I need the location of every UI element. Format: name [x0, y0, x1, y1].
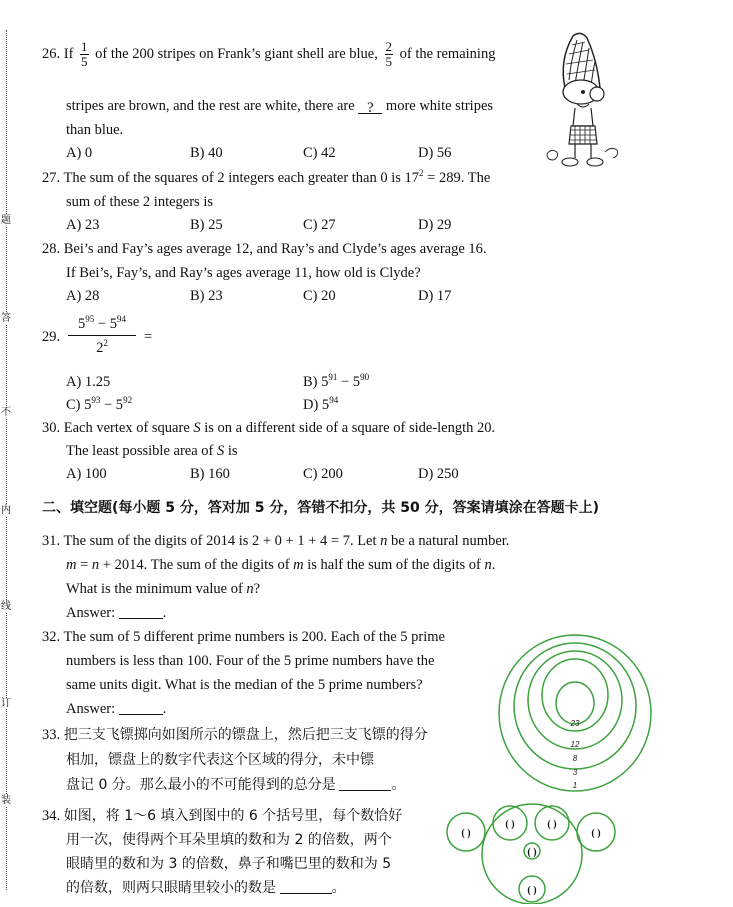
option-text: C) 5	[66, 397, 92, 413]
ring-23	[556, 682, 594, 724]
option-d	[303, 397, 338, 414]
q27-text: = 289. The	[423, 170, 491, 186]
q26-text: stripes are brown, and the rest are white, there are	[66, 98, 355, 114]
q32-line3: same units digit. What is the median of the 5 prime numbers?	[66, 677, 423, 693]
option-d: D) 250	[418, 466, 459, 482]
q26-tail: of the remaining	[399, 45, 496, 62]
q31-answer: Answer: .	[66, 605, 167, 621]
q30-text: is on a different side of a square of side-length 20.	[200, 420, 496, 436]
dartboard-diagram	[497, 633, 653, 793]
q31-text: is half the sum of the digits of	[303, 557, 485, 573]
option-d: D) 17	[418, 288, 452, 304]
option-a: A) 0	[66, 145, 93, 161]
variable: S	[193, 420, 201, 436]
question-number: 33.	[42, 727, 61, 743]
exponent: 94	[116, 314, 126, 324]
q30-line1	[42, 420, 495, 437]
question-number: 30.	[42, 420, 61, 436]
q28-line1	[42, 241, 487, 258]
option-a: A) 100	[66, 466, 107, 482]
mouth-paren: ( )	[527, 885, 537, 896]
question-number: 32.	[42, 629, 61, 645]
margin-char: 内	[1, 505, 11, 516]
q33-line1	[42, 724, 428, 744]
answer-blank[interactable]	[280, 880, 332, 894]
variable: n	[484, 557, 492, 573]
q31-text: be a natural number.	[387, 533, 510, 549]
option-text: − 5	[100, 397, 124, 413]
variable: m	[66, 557, 77, 573]
q33-line3	[66, 774, 405, 794]
variable: n	[380, 533, 388, 549]
variable: m	[293, 557, 304, 573]
q28-text: Bei’s and Fay’s ages average 12, and Ray’s and Clyde’s ages average 16.	[63, 241, 487, 257]
exponent: 90	[360, 372, 370, 382]
equals-sign: =	[144, 329, 153, 345]
base: 2	[96, 340, 104, 356]
right-eye-paren: ( )	[547, 819, 557, 830]
q26-line1	[42, 40, 495, 69]
ring-3	[514, 643, 636, 769]
q29-numerator	[68, 316, 136, 336]
q26-line2	[66, 98, 493, 115]
exponent: 95	[85, 314, 95, 324]
option-c: C) 200	[303, 466, 343, 482]
q27-line1	[42, 170, 490, 187]
option-a: A) 23	[66, 217, 100, 233]
q34-line2: 用一次，使得两个耳朵里填的数和为 2 的倍数，两个	[66, 832, 392, 848]
q33-line2: 相加，镖盘上的数字代表这个区域的得分，未中镖	[66, 752, 374, 768]
q31-line2	[66, 557, 495, 574]
margin-char: 题	[1, 215, 11, 226]
score-label: 1	[572, 781, 578, 790]
q26-line3: than blue.	[66, 122, 124, 138]
q31-text: What is the minimum value of	[66, 581, 247, 597]
option-a: A) 1.25	[66, 374, 111, 390]
option-b	[303, 374, 369, 391]
option-c: C) 27	[303, 217, 336, 233]
option-a: A) 28	[66, 288, 100, 304]
left-ear-paren: ( )	[461, 828, 471, 839]
fraction-2-5	[385, 40, 394, 69]
q26-lead: If	[63, 45, 74, 62]
q31-text: The sum of the digits of 2014 is 2 + 0 + 1 + 4 = 7. Let	[63, 533, 381, 549]
base: 5	[78, 316, 86, 332]
numerator: 1	[81, 39, 88, 54]
option-b: B) 40	[190, 145, 223, 161]
q29-denominator	[68, 336, 136, 357]
margin-char: 不	[1, 407, 11, 418]
q31-text: =	[76, 557, 92, 573]
minus-sign: −	[94, 316, 110, 332]
exponent: 93	[91, 395, 101, 405]
margin-char: 装	[1, 795, 11, 806]
q32-answer: Answer: .	[66, 701, 167, 717]
period: 。	[331, 880, 346, 896]
question-number: 34.	[42, 808, 61, 824]
q34-line3: 眼睛里的数和为 3 的倍数，鼻子和嘴巴里的数和为 5	[66, 856, 392, 872]
numerator: 2	[385, 39, 392, 54]
right-ear-paren: ( )	[591, 828, 601, 839]
face-diagram	[446, 798, 618, 904]
q32-text: The sum of 5 different prime numbers is 200. Each of the 5 prime	[63, 629, 445, 645]
q32-line2: numbers is less than 100. Four of the 5 prime numbers have the	[66, 653, 435, 669]
answer-label: Answer:	[66, 605, 116, 621]
left-eye-paren: ( )	[505, 819, 515, 830]
fraction-1-5	[80, 40, 89, 69]
q34-line4	[66, 877, 346, 897]
q33-text: 把三支飞镖掷向如图所示的镖盘上，然后把三支飞镖的得分	[63, 727, 428, 743]
answer-blank[interactable]	[339, 777, 391, 791]
option-d: D) 29	[418, 217, 452, 233]
q30-line2	[66, 443, 238, 460]
option-text: D) 5	[303, 397, 330, 413]
binding-dotted-line	[6, 30, 7, 890]
question-number: 31.	[42, 533, 61, 549]
denominator: 5	[81, 54, 88, 69]
section-heading: 二、填空题(每小题 5 分，答对加 5 分，答错不扣分，共 50 分，答案请填涂在答题卡上)	[42, 500, 600, 516]
answer-blank[interactable]	[119, 701, 163, 715]
option-b: B) 160	[190, 466, 230, 482]
question-number: 27.	[42, 170, 61, 186]
answer-label: Answer:	[66, 701, 116, 717]
option-d: D) 56	[418, 145, 452, 161]
answer-blank[interactable]	[119, 605, 163, 619]
variable: S	[216, 443, 225, 459]
q34-text: 的倍数，则两只眼睛里较小的数是	[66, 880, 276, 896]
question-number: 28.	[42, 241, 61, 257]
option-c	[66, 397, 132, 414]
exponent: 2	[103, 338, 108, 348]
answer-blank: ?	[358, 100, 382, 114]
q32-line1	[42, 629, 445, 646]
q31-text: ?	[253, 581, 261, 597]
q31-line3	[66, 581, 260, 598]
score-label: 3	[572, 768, 578, 777]
margin-char: 订	[1, 698, 11, 709]
question-number: 29.	[42, 329, 61, 345]
q27-line2: sum of these 2 integers is	[66, 194, 213, 210]
q26-text: more white stripes	[385, 98, 494, 114]
q28-line2: If Bei’s, Fay’s, and Ray’s ages average 11, how old is Clyde?	[66, 265, 421, 281]
option-text: − 5	[337, 374, 361, 390]
exponent: 2	[419, 168, 424, 178]
base: 5	[109, 316, 117, 332]
score-label: 8	[572, 754, 578, 763]
variable: n	[246, 581, 254, 597]
q34-text: 如图，将 1～6 填入到图中的 6 个括号里，每个数恰好	[63, 808, 403, 824]
period: 。	[391, 777, 406, 793]
q30-text: The least possible area of	[66, 443, 217, 459]
q27-text: The sum of the squares of 2 integers each greater than 0 is 17	[63, 170, 420, 186]
variable: n	[91, 557, 100, 573]
option-b: B) 25	[190, 217, 223, 233]
margin-char: 答	[1, 313, 11, 324]
score-label: 23	[570, 719, 580, 728]
margin-char: 线	[1, 601, 11, 612]
q34-line1	[42, 805, 402, 825]
option-text: B) 5	[303, 374, 329, 390]
exponent: 92	[123, 395, 133, 405]
exponent: 94	[329, 395, 339, 405]
q31-text: .	[491, 557, 496, 573]
q29-fraction	[68, 316, 136, 357]
exponent: 91	[328, 372, 338, 382]
option-b: B) 23	[190, 288, 223, 304]
option-c: C) 20	[303, 288, 336, 304]
q31-line1	[42, 533, 509, 550]
denominator: 5	[385, 54, 392, 69]
q33-text: 盘记 0 分。那么最小的不可能得到的总分是	[66, 777, 336, 793]
score-label: 12	[570, 740, 580, 749]
q26-mid: of the 200 stripes on Frank’s giant shell are blue,	[95, 45, 378, 62]
nose-paren: ( )	[527, 847, 537, 858]
cartoon-illustration	[545, 30, 630, 170]
q30-text: Each vertex of square	[63, 420, 194, 436]
question-number: 26.	[42, 45, 61, 62]
q30-text: is	[224, 443, 238, 459]
q31-text: + 2014. The sum of the digits of	[99, 557, 294, 573]
option-c: C) 42	[303, 145, 336, 161]
